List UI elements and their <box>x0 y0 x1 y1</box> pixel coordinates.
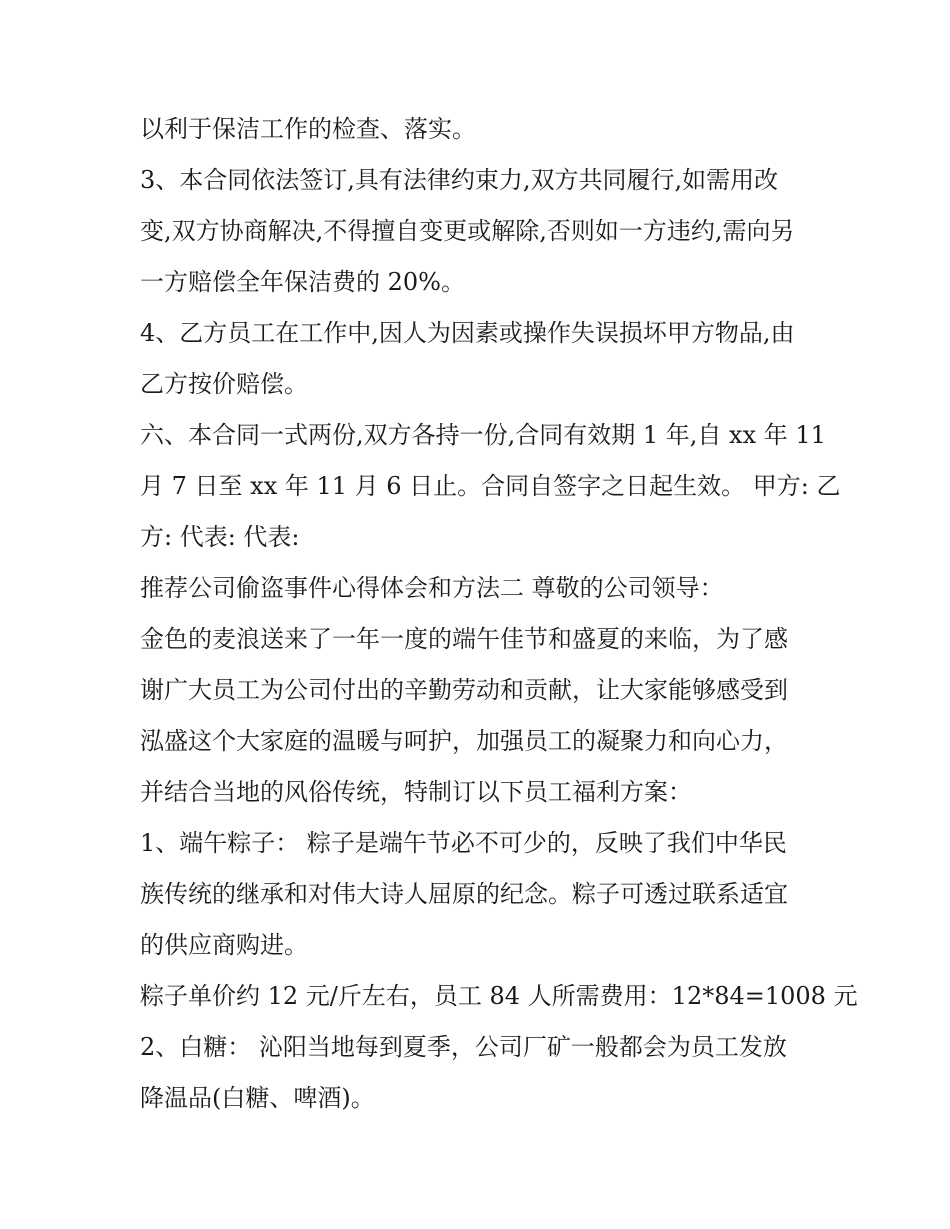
text-line: 乙方按价赔偿。 <box>140 370 308 398</box>
text-line: 族传统的继承和对伟大诗人屈原的纪念。粽子可透过联系适宜 <box>140 880 788 908</box>
document-body <box>140 104 858 1124</box>
text-line: 月 7 日至 xx 年 11 月 6 日止。合同自签字之日起生效。 甲方: 乙 <box>140 472 841 500</box>
text-line: 3、本合同依法签订,具有法律约束力,双方共同履行,如需用改 <box>140 166 779 194</box>
text-line: 1、端午粽子： 粽子是端午节必不可少的，反映了我们中华民 <box>140 829 787 857</box>
text-line: 2、白糖： 沁阳当地每到夏季，公司厂矿一般都会为员工发放 <box>140 1033 787 1061</box>
text-line: 并结合当地的风俗传统，特制订以下员工福利方案： <box>140 778 692 806</box>
text-line: 降温品(白糖、啤酒)。 <box>140 1084 375 1112</box>
text-line: 变,双方协商解决,不得擅自变更或解除,否则如一方违约,需向另 <box>140 217 795 245</box>
text-line: 的供应商购进。 <box>140 931 308 959</box>
text-line: 泓盛这个大家庭的温暖与呵护，加强员工的凝聚力和向心力， <box>140 727 788 755</box>
text-line: 六、本合同一式两份,双方各持一份,合同有效期 1 年,自 xx 年 11 <box>140 421 826 449</box>
text-line: 以利于保洁工作的检查、落实。 <box>140 115 476 143</box>
text-line: 谢广大员工为公司付出的辛勤劳动和贡献，让大家能够感受到 <box>140 676 788 704</box>
text-line: 4、乙方员工在工作中,因人为因素或操作失误损坏甲方物品,由 <box>140 319 795 347</box>
text-line: 方: 代表: 代表: <box>140 523 300 551</box>
text-line: 推荐公司偷盗事件心得体会和方法二 尊敬的公司领导： <box>140 574 724 602</box>
text-line: 粽子单价约 12 元/斤左右，员工 84 人所需费用：12*84=1008 元 <box>140 982 858 1010</box>
text-line: 金色的麦浪送来了一年一度的端午佳节和盛夏的来临，为了感 <box>140 625 788 653</box>
text-line: 一方赔偿全年保洁费的 20%。 <box>140 268 465 296</box>
